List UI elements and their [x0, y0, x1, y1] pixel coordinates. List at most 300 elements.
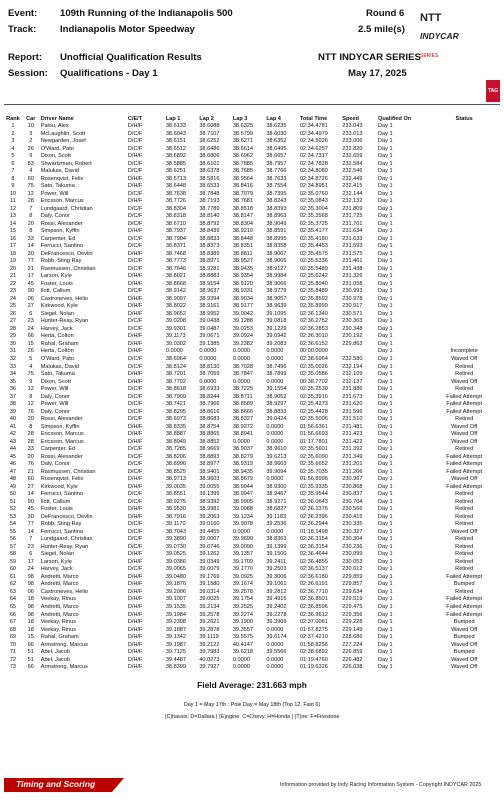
cell-lap3: 38.7685 [232, 168, 254, 175]
cell-status: Bumped [453, 634, 475, 641]
cell-total-time: 02:36.3154 [299, 543, 328, 550]
cell-car: 75 [27, 183, 34, 190]
cell-speed: 231.422 [342, 438, 363, 445]
cell-driver: Daly, Conor [40, 408, 70, 415]
cell-total-time: 02:36.2396 [299, 513, 328, 520]
cell-rank: 30 [9, 340, 17, 347]
cell-speed: 230.415 [342, 513, 363, 520]
cell-lap1: 39.0208 [165, 318, 187, 325]
cell-status: Failed Attempt [446, 611, 483, 618]
cell-status [428, 311, 500, 319]
cell-total-time: 02:35.4428 [299, 408, 328, 415]
cell-rank: 62 [9, 581, 17, 588]
cell-lap3: 40.4147 [232, 641, 254, 648]
cell-speed: 231.886 [342, 386, 363, 393]
cell-lap4: 39.6174 [266, 634, 287, 641]
cell-lap1: 38.6710 [165, 220, 187, 227]
cell-lap4: 39.1554 [266, 386, 287, 393]
cell-driver: Daly, Conor [40, 461, 70, 468]
cell-rank: 26 [9, 310, 17, 317]
cell-driver: Malukas, David [40, 363, 79, 370]
cell-rank: 72 [9, 656, 17, 663]
cell-lap3: 39.0042 [232, 310, 254, 317]
cell-rank: 70 [9, 641, 17, 648]
table-row [4, 439, 500, 447]
cell-cet: D/C/F [127, 461, 143, 468]
cell-cet: D/C/F [127, 318, 143, 325]
cell-lap4: 39.4915 [266, 596, 287, 603]
col-total-time: Total Time [299, 115, 328, 122]
cell-cet: D/H/F [127, 175, 143, 182]
cell-car: 98 [27, 604, 34, 610]
cell-status: Retired [455, 513, 474, 520]
cell-lap2: 38.6486 [199, 145, 220, 152]
cell-speed: 230.327 [342, 528, 363, 535]
cell-lap4: 38.6030 [266, 130, 287, 137]
cell-total-time: 02:35.0586 [299, 371, 328, 378]
cell-status: Retired [455, 506, 474, 513]
cell-lap2: 38.6101 [199, 160, 220, 167]
cell-total-time: 02:35.5601 [299, 446, 328, 453]
cell-lap1: 38.9652 [165, 310, 187, 317]
col-cet: C/E/T [127, 115, 143, 122]
cell-cet: D/H/F [127, 604, 143, 610]
track-length: 2.5 mile(s) [358, 24, 405, 35]
cell-total-time: 02:34.4781 [299, 123, 328, 129]
cell-lap4: 39.2402 [266, 604, 287, 610]
table-row [4, 243, 500, 251]
cell-driver: Simpson, Kyffin [40, 423, 80, 430]
cell-qualified-on: Day 1 [377, 250, 393, 257]
table-row [4, 657, 500, 665]
cell-lap4: 39.5566 [266, 649, 287, 656]
cell-lap3: 38.7847 [232, 371, 254, 378]
cell-speed: 230.967 [342, 476, 363, 483]
cell-lap1: 38.7043 [165, 528, 187, 535]
cell-total-time: 00:00.0000 [299, 348, 328, 355]
cell-speed: 229.475 [342, 604, 363, 610]
cell-qualified-on: Day 1 [377, 220, 393, 227]
cell-driver: Veekay, Rinus [40, 626, 77, 633]
cell-qualified-on: Day 1 [377, 295, 393, 302]
cell-speed: 231.392 [342, 446, 363, 453]
cell-cet: D/C/F [127, 130, 143, 137]
cell-speed: 231.423 [342, 431, 363, 438]
cell-lap4: 0.0000 [266, 378, 284, 385]
cell-qualified-on: Day 1 [377, 123, 393, 129]
cell-driver: Andretti, Marco [40, 573, 79, 580]
table-row [4, 544, 500, 552]
table-row [4, 273, 500, 281]
cell-driver: Foster, Louis [40, 506, 73, 513]
cell-lap1: 38.7638 [165, 190, 187, 197]
cell-lap2: 38.8754 [199, 423, 220, 430]
cell-total-time: 02:36.8501 [299, 596, 328, 603]
cell-car: 06 [27, 295, 34, 302]
table-row [4, 551, 500, 559]
cell-driver: Sato, Takuma [40, 371, 75, 378]
cell-total-time: 02:35.2530 [299, 386, 328, 393]
cell-lap2: 38.8883 [199, 273, 220, 280]
cell-lap2: 38.5816 [199, 175, 220, 182]
cell-speed: 231.481 [342, 423, 363, 430]
cell-speed: 231.438 [342, 265, 363, 272]
table-row [4, 146, 500, 154]
cell-qualified-on: Day 1 [377, 340, 393, 347]
cell-rank: 18 [9, 250, 17, 257]
cell-lap2: 38.9952 [199, 310, 220, 317]
cell-driver: Dixon, Scott [40, 153, 71, 160]
cell-lap1: 38.9275 [165, 498, 187, 505]
cell-qualified-on: Day 1 [377, 401, 393, 408]
cell-lap1: 38.7285 [165, 446, 187, 453]
cell-car: 51 [27, 656, 34, 663]
cell-lap2: 39.1119 [199, 634, 219, 641]
cell-rank: 2 [11, 130, 15, 137]
cell-speed: 231.575 [342, 250, 363, 257]
table-row [4, 296, 500, 304]
table-row [4, 401, 500, 409]
table-row [4, 318, 500, 326]
cell-lap2: 38.8865 [199, 431, 220, 438]
cell-lap3: 38.5799 [232, 130, 254, 137]
cell-status [428, 273, 500, 281]
cell-lap2: 39.7927 [199, 664, 220, 671]
cell-rank: 59 [9, 558, 17, 565]
cell-driver: Armstrong, Marcus [40, 641, 88, 648]
cell-cet: D/H/F [127, 649, 143, 656]
track-label: Track: [8, 24, 37, 35]
cell-cet: D/H/F [127, 371, 143, 378]
cell-rank: 36 [9, 386, 17, 393]
cell-lap1: 38.5713 [165, 175, 187, 182]
cell-speed: 230.868 [342, 483, 363, 490]
cell-cet: D/C/F [127, 468, 143, 475]
cell-speed: 226.859 [342, 649, 363, 656]
cell-rank: 48 [9, 476, 17, 483]
cell-driver: Andretti, Marco [40, 611, 79, 618]
cell-driver: Rossi, Alexander [40, 220, 83, 227]
table-row [4, 604, 500, 612]
cell-lap3: 38.9435 [232, 265, 254, 272]
cell-lap1: 38.9097 [165, 295, 187, 302]
cell-rank: 68 [9, 626, 17, 633]
cell-total-time: 02:34.5026 [299, 138, 328, 145]
cell-total-time: 02:35.4180 [299, 235, 328, 242]
cell-lap1: 39.1876 [165, 581, 187, 588]
cell-lap1: 39.0525 [165, 551, 187, 558]
cell-lap2: 39.0746 [199, 543, 220, 550]
cell-lap1: 38.9713 [165, 476, 187, 483]
cell-lap1: 38.7909 [165, 393, 187, 400]
table-row [4, 521, 500, 529]
cell-car: 3 [29, 130, 33, 137]
cell-car: 30 [27, 513, 34, 520]
cell-lap1: 39.0302 [165, 340, 187, 347]
cell-driver: Daly, Conor [40, 393, 70, 400]
cell-lap3: 38.8279 [232, 453, 254, 460]
cell-status: Retired [455, 491, 474, 498]
cell-lap1: 38.8318 [165, 213, 187, 220]
cell-rank: 20 [9, 265, 17, 272]
cell-qualified-on: Day 1 [377, 656, 393, 663]
cell-total-time: 01:58.8256 [299, 641, 328, 648]
cell-rank: 58 [9, 551, 17, 558]
cell-driver: Abel, Jacob [40, 656, 70, 663]
cell-rank: 42 [9, 431, 17, 438]
cell-lap2: 38.6933 [199, 386, 220, 393]
cell-lap2: 39.0079 [199, 566, 220, 573]
cell-status: Retired [455, 558, 474, 565]
cell-total-time: 01:56.8996 [299, 476, 328, 483]
cell-qualified-on: Day 1 [377, 483, 393, 490]
cell-car: 76 [27, 461, 34, 468]
cell-car: 15 [27, 634, 34, 641]
cell-cet: D/C/F [127, 205, 143, 212]
cell-cet: D/C/F [127, 536, 143, 543]
cell-rank: 7 [11, 168, 15, 175]
cell-lap1: 39.1535 [165, 604, 187, 610]
cell-car: 8 [29, 393, 33, 400]
cell-qualified-on: Day 1 [377, 649, 393, 656]
cell-total-time: 02:37.4210 [299, 634, 328, 641]
table-row [4, 424, 500, 432]
cell-lap2: 38.8616 [199, 408, 220, 415]
cell-lap2: 38.8244 [199, 393, 220, 400]
cell-rank: 67 [9, 619, 17, 626]
table-row [4, 371, 500, 379]
cell-lap2: 38.9401 [199, 468, 220, 475]
cell-status: Waved Off [451, 378, 478, 385]
cell-speed: 229.519 [342, 596, 363, 603]
cell-qualified-on: Day 1 [377, 461, 393, 468]
cell-driver: Newgarden, Josef [40, 138, 86, 145]
cell-speed: 232.144 [342, 190, 363, 197]
cell-driver: Kirkwood, Kyle [40, 303, 78, 310]
cell-lap1: 39.1984 [165, 611, 187, 618]
cell-qualified-on: Day 1 [377, 213, 393, 220]
cell-status: Retired [455, 371, 474, 378]
cell-total-time: 02:36.6152 [299, 340, 328, 347]
cell-driver: Castroneves, Helio [40, 295, 88, 302]
cell-lap3: 38.9272 [232, 423, 254, 430]
cell-lap4: 38.9467 [266, 491, 287, 498]
cell-qualified-on: Day 1 [377, 265, 393, 272]
cell-qualified-on: Day 1 [377, 205, 393, 212]
cell-speed: 230.917 [342, 303, 363, 310]
cell-status [428, 221, 500, 229]
table-row [4, 288, 500, 296]
cell-lap2: 0.0000 [199, 378, 217, 385]
cell-driver: McLaughlin, Scott [40, 130, 86, 137]
cell-lap3: 0.0000 [232, 438, 250, 445]
cell-total-time: 02:36.2853 [299, 325, 328, 332]
cell-lap1: 38.8618 [165, 386, 187, 393]
cell-lap4: 39.3006 [266, 573, 287, 580]
table-row [4, 589, 500, 597]
cell-lap2: 38.8130 [199, 363, 220, 370]
cell-lap3: 38.9354 [232, 273, 254, 280]
cell-rank: 51 [9, 498, 17, 505]
cell-lap4: 38.7395 [266, 190, 287, 197]
cell-lap3: 38.7079 [232, 190, 254, 197]
cell-car: 18 [27, 626, 34, 633]
cell-car: 5 [29, 355, 33, 362]
cell-total-time: 02:35.5006 [299, 416, 328, 423]
cell-lap1: 39.3890 [165, 536, 187, 543]
cell-lap2: 39.7983 [199, 649, 220, 656]
cell-lap3: 39.5575 [232, 634, 254, 641]
cell-lap3: 38.9037 [232, 446, 254, 453]
cell-lap2: 39.0160 [199, 521, 220, 528]
table-row [4, 213, 500, 221]
cell-qualified-on: Day 1 [377, 453, 393, 460]
cell-qualified-on: Day 1 [377, 498, 393, 505]
col-lap2: Lap 2 [199, 115, 214, 122]
cell-cet: D/C/F [127, 386, 143, 393]
cell-lap3: 39.1754 [232, 596, 254, 603]
cell-driver: Harvey, Jack [40, 566, 73, 573]
cell-driver: Rasmussen, Christian [40, 468, 96, 475]
cell-cet: D/H/F [127, 303, 143, 310]
table-row [4, 446, 500, 454]
cell-cet: D/H/F [127, 198, 143, 205]
cell-driver: Herta, Colton [40, 348, 74, 355]
cell-lap1: 38.7646 [165, 265, 187, 272]
cell-car: 23 [27, 543, 34, 550]
cell-driver: Rosenqvist, Felix [40, 476, 84, 483]
cell-lap4: 38.6495 [266, 145, 287, 152]
cell-status [428, 243, 500, 251]
cell-speed: 230.012 [342, 566, 363, 573]
cell-rank: 8 [11, 175, 15, 182]
cell-total-time: 02:36.2944 [299, 521, 328, 528]
cell-lap4: 38.8963 [266, 213, 287, 220]
cell-lap1: 38.7468 [165, 250, 187, 257]
cell-rank: 6 [11, 160, 15, 167]
table-row [4, 379, 500, 387]
cell-driver: Veekay, Rinus [40, 596, 77, 603]
cell-cet: D/H/F [127, 581, 143, 588]
cell-rank: 38 [9, 401, 17, 408]
cell-total-time: 02:35.6242 [299, 273, 328, 280]
cell-lap1: 38.8996 [165, 461, 187, 468]
series-name: NTT INDYCAR SERIES [318, 52, 421, 63]
cell-status: Waved Off [451, 355, 478, 362]
cet-legend-note: (C)hassis: D=Dallara | (E)ngine: C=Chevy, H=Honda | (T)ire: F=Firestone [164, 714, 340, 720]
cell-car: 12 [27, 190, 34, 197]
cell-status: Failed Attempt [446, 393, 483, 400]
cell-cet: D/H/F [127, 310, 143, 317]
cell-lap3: 39.0988 [232, 506, 254, 513]
cell-qualified-on: Day 1 [377, 634, 393, 641]
cell-rank: 17 [9, 243, 17, 250]
cell-rank: 60 [9, 566, 17, 573]
cell-qualified-on: Day 1 [377, 333, 393, 340]
cell-speed: 231.510 [342, 416, 363, 423]
cell-rank: 33 [9, 363, 17, 370]
cell-car: 17 [27, 273, 34, 280]
table-row [4, 153, 500, 161]
cell-qualified-on: Day 1 [377, 393, 393, 400]
cell-rank: 61 [9, 573, 17, 580]
session-label: Session: [8, 68, 48, 79]
cell-lap4: 38.9610 [266, 446, 287, 453]
cell-car: 9 [29, 153, 33, 160]
table-row [4, 183, 500, 191]
cell-cet: D/H/F [127, 483, 143, 490]
cell-rank: 47 [9, 468, 17, 475]
cell-cet: D/H/F [127, 626, 143, 633]
cell-lap4: 38.7766 [266, 168, 287, 175]
cell-speed: 230.348 [342, 325, 363, 332]
cell-lap2: 38.7059 [199, 371, 220, 378]
cell-qualified-on: Day 1 [377, 626, 393, 633]
cell-driver: Robb, Sting Ray [40, 521, 82, 528]
cell-lap2: 38.7848 [199, 190, 220, 197]
cell-cet: D/C/F [127, 416, 143, 423]
logo-indycar-text: INDYCAR [420, 31, 459, 41]
cell-lap4: 0.0000 [266, 656, 284, 663]
cell-lap2: 38.6533 [199, 183, 220, 190]
table-row [4, 161, 500, 169]
cell-driver: Hunter-Reay, Ryan [40, 543, 89, 550]
cell-lap4: 38.9066 [266, 280, 287, 287]
cell-rank: 28 [9, 325, 17, 332]
cell-status [428, 266, 500, 274]
cell-speed: 228.686 [342, 634, 363, 641]
cell-speed: 232.580 [342, 355, 363, 362]
cell-car: 4 [29, 363, 33, 370]
cell-rank: 57 [9, 543, 17, 550]
cell-driver: Ericsson, Marcus [40, 431, 84, 438]
table-row [4, 499, 500, 507]
cell-total-time: 02:34.6257 [299, 145, 328, 152]
cell-lap3: 0.0000 [232, 664, 250, 671]
cell-driver: Lundgaard, Christian [40, 536, 93, 543]
cell-status: Retired [455, 416, 474, 423]
table-row [4, 266, 500, 274]
table-row [4, 536, 500, 544]
cell-driver: Larson, Kyle [40, 273, 72, 280]
cell-car: 75 [27, 371, 34, 378]
cell-lap3: 39.6218 [232, 649, 254, 656]
table-row [4, 514, 500, 522]
cell-cet: D/H/F [127, 348, 143, 355]
cell-lap4: 38.9127 [266, 265, 287, 272]
cell-qualified-on: Day 1 [377, 273, 393, 280]
cell-lap3: 39.0253 [232, 325, 254, 332]
cell-lap3: 0.0000 [232, 528, 250, 535]
cell-cet: D/H/F [127, 295, 143, 302]
cell-lap4: 38.8358 [266, 243, 287, 250]
cell-lap1: 38.9530 [165, 506, 187, 513]
cell-qualified-on: Day 1 [377, 145, 393, 152]
cell-qualified-on: Day 1 [377, 619, 393, 626]
cell-car: 20 [27, 220, 34, 227]
cell-lap4: 39.1399 [266, 543, 287, 550]
cell-driver: Kirkwood, Kyle [40, 483, 78, 490]
cell-lap1: 38.8887 [165, 431, 187, 438]
col-car: Car [26, 115, 36, 122]
cell-lap2: 38.9603 [199, 476, 220, 483]
cell-total-time: 02:35.6652 [299, 461, 328, 468]
cell-lap2: 40.0273 [199, 656, 220, 663]
cell-cet: D/H/F [127, 280, 143, 287]
cell-total-time: 02:38.6892 [299, 649, 328, 656]
cell-driver: Herta, Colton [40, 333, 74, 340]
cell-car: 20 [27, 453, 34, 460]
